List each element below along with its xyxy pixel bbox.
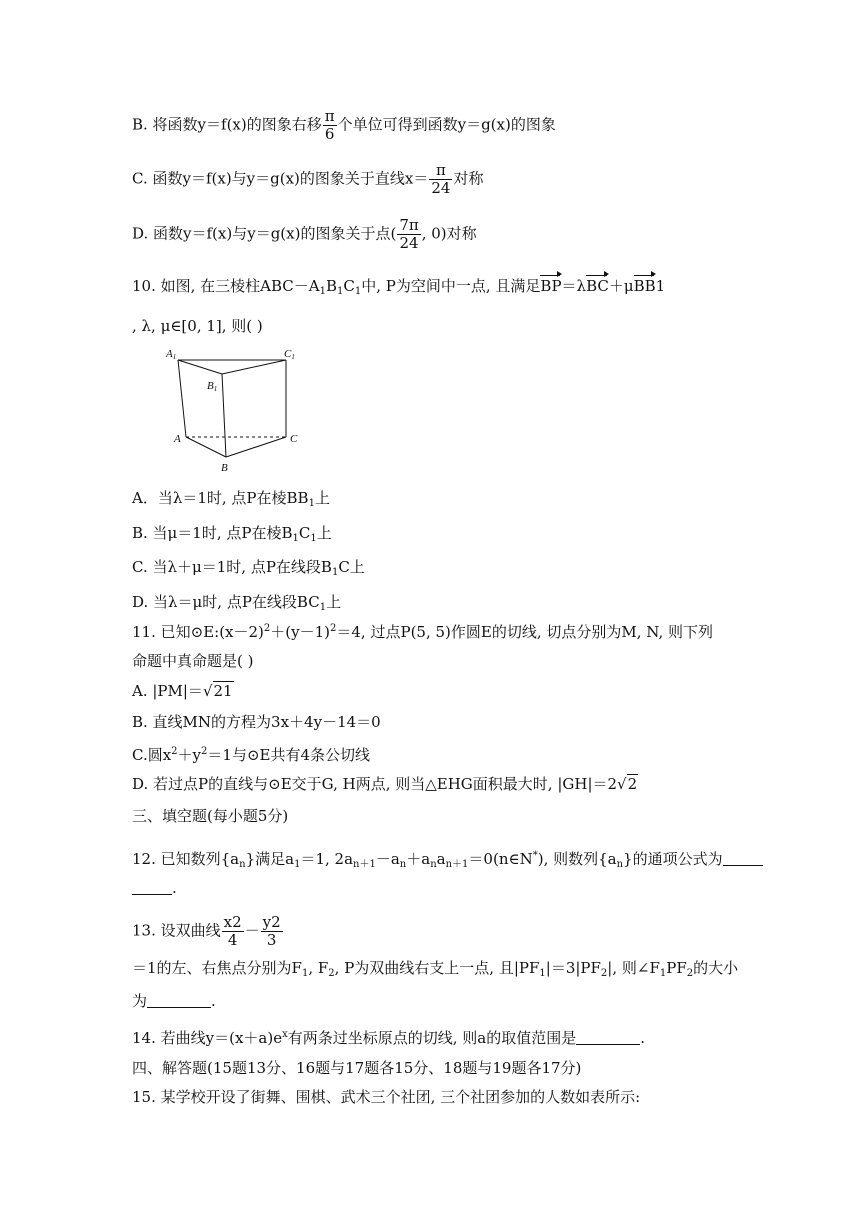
edge-a1b1 bbox=[178, 360, 222, 374]
question-12-continued: . bbox=[132, 878, 177, 898]
edge-ab bbox=[186, 437, 226, 457]
question-13-line1: 13. 设双曲线 $\frac{x2}{4}$ － $\frac{y2}{3}$ bbox=[132, 913, 281, 949]
fraction: $\frac{\pi}{24}$ bbox=[431, 161, 451, 197]
fraction: $\frac{y2}{3}$ bbox=[262, 913, 281, 949]
edge-b1c1 bbox=[222, 360, 286, 374]
answer-blank[interactable] bbox=[132, 894, 172, 895]
prism-figure bbox=[160, 344, 310, 476]
question-10-stem: 10. 如图, 在三棱柱$ABC-A_1B_1C_1$中, P为空间中一点, 且满足BP＝λBC＋μBB1 bbox=[132, 277, 666, 297]
edge-aa1 bbox=[178, 360, 186, 437]
question-12: 12. 已知数列$\{a_n\}$满足$a_1=1$, $2a_{n+1}-a_n+a_na_{n+1}=0(n\in N^*)$, 则数列$\{a_n\}$的通项公式为 bbox=[132, 846, 763, 875]
q11-option-b: B. 直线MN的方程为3x＋4y－14＝0 bbox=[132, 713, 381, 731]
edge-bb1 bbox=[222, 374, 226, 457]
vector-bb: BB bbox=[633, 277, 656, 295]
label-a1: A1 bbox=[166, 348, 177, 361]
vector-bp: BP bbox=[540, 277, 562, 295]
question-11-stem: 11. 已知$⊙E:(x-2)^2+(y-1)^2=4$, 过点P(5, 5)作圆E的切线, 切点分别为M, N, 则下列 bbox=[132, 623, 713, 641]
fraction: $\frac{\pi}{6}$ bbox=[324, 107, 335, 143]
question-14: 14. 若曲线$y=(x+a)e^x$有两条过坐标原点的切线, 则a的取值范围是 . bbox=[132, 1029, 645, 1047]
label-b1: B1 bbox=[207, 380, 218, 393]
question-10-condition: , λ, μ∈[0, 1], 则( ) bbox=[132, 317, 263, 335]
q11-option-d: D. 若过点P的直线与⊙E交于G, H两点, 则当△EHG面积最大时, |GH|＝2√2 bbox=[132, 775, 638, 793]
answer-blank[interactable] bbox=[723, 865, 763, 866]
q10-option-c: C. 当λ＋μ＝1时, 点P在线段$B_1C$上 bbox=[132, 558, 365, 578]
section-3-heading: 三、填空题(每小题5分) bbox=[132, 807, 289, 825]
label-c: C bbox=[290, 433, 298, 445]
question-13-line2: ＝1的左、右焦点分别为$F_1$, $F_2$, P为双曲线右支上一点, 且$|PF_1|=3|PF_2|$, 则$\angle F_1PF_2$的大小 bbox=[132, 959, 739, 979]
label-b: B bbox=[221, 462, 228, 474]
q11-option-c: C.圆$x^2+y^2=1$与⊙E共有4条公切线 bbox=[132, 746, 371, 764]
edge-bc bbox=[226, 437, 286, 457]
fraction: $\frac{7\pi}{24}$ bbox=[399, 216, 419, 252]
q10-option-b: B. 当μ＝1时, 点P在棱$B_1C_1$上 bbox=[132, 524, 332, 544]
option-c-q9: C. 函数y＝f(x)与y＝g(x)的图象关于直线x＝ $\frac{\pi}{24}$ 对称 bbox=[132, 161, 484, 197]
question-13-line3: 为 . bbox=[132, 992, 216, 1010]
option-b-q9: B. 将函数y＝f(x)的图象右移 $\frac{\pi}{6}$ 个单位可得到函数y＝g(x)的图象 bbox=[132, 107, 556, 143]
label-a: A bbox=[174, 433, 181, 445]
fraction: $\frac{x2}{4}$ bbox=[223, 913, 242, 949]
label-c1: C1 bbox=[284, 348, 295, 361]
section-4-heading: 四、解答题(15题13分、16题与17题各15分、18题与19题各17分) bbox=[132, 1059, 582, 1077]
q11-option-a: A. |PM|＝√21 bbox=[132, 682, 233, 700]
question-15: 15. 某学校开设了街舞、围棋、武术三个社团, 三个社团参加的人数如表所示: bbox=[132, 1088, 641, 1106]
option-d-q9: D. 函数y＝f(x)与y＝g(x)的图象关于点( $\frac{7\pi}{24}$ , 0)对称 bbox=[132, 216, 477, 252]
vector-bc: BC bbox=[586, 277, 609, 295]
q10-option-a: A．当λ＝1时, 点P在棱$BB_1$上 bbox=[132, 489, 330, 509]
question-11-prompt: 命题中真命题是( ) bbox=[132, 652, 254, 670]
answer-blank[interactable] bbox=[576, 1044, 640, 1045]
answer-blank[interactable] bbox=[147, 1007, 211, 1008]
q10-option-d: D. 当λ＝μ时, 点P在线段$BC_1$上 bbox=[132, 593, 342, 613]
